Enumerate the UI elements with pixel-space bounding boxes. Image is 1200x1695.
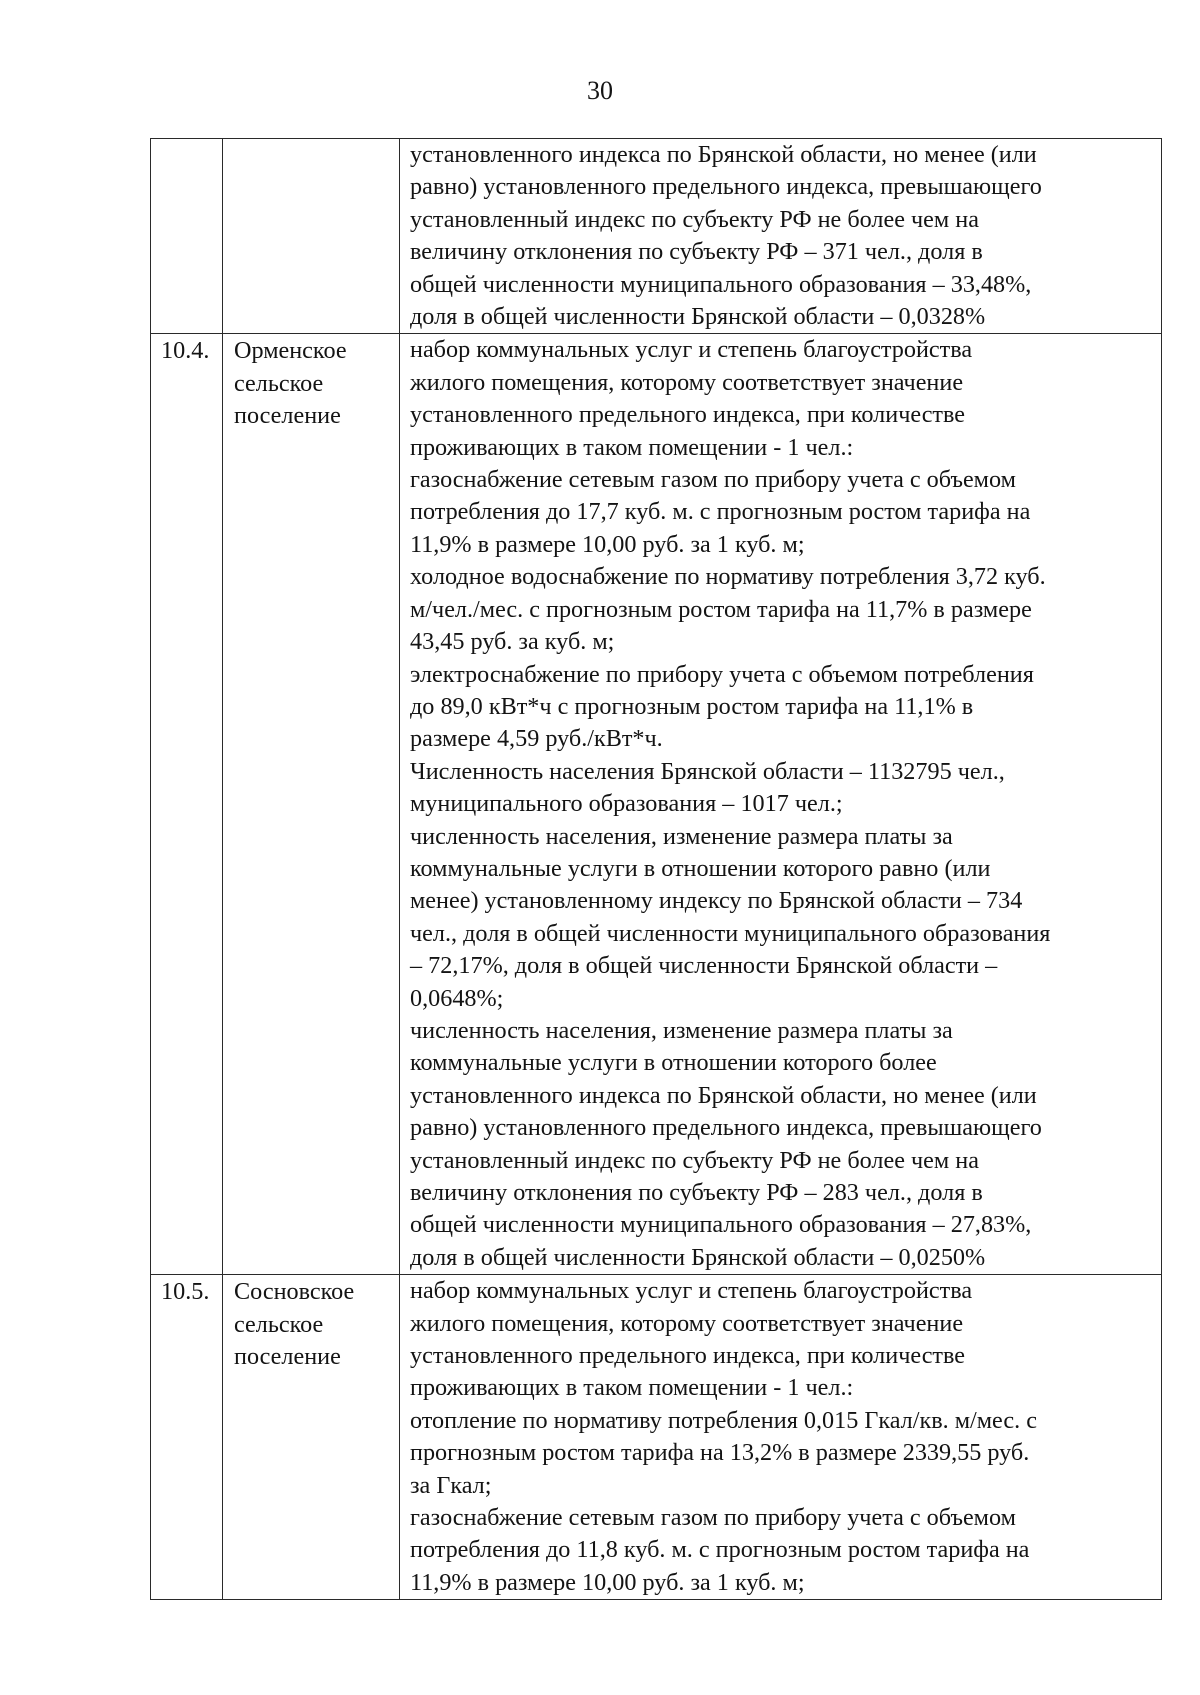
description-line: прогнозным ростом тарифа на 13,2% в размере 2339,55 руб. — [410, 1439, 1030, 1467]
settlement-name-cell — [223, 1275, 400, 1600]
table-row — [151, 139, 1162, 334]
description-line: коммунальные услуги в отношении которого более — [410, 1049, 937, 1077]
description-line: до 89,0 кВт*ч с прогнозным ростом тарифа на 11,1% в — [410, 692, 974, 720]
description-line: общей численности муниципального образования – 33,48%, — [410, 270, 1032, 298]
description-line: м/чел./мес. с прогнозным ростом тарифа на 11,7% в размере — [410, 595, 1032, 623]
table-body — [151, 139, 1162, 1600]
description-line: величину отклонения по субъекту РФ – 283 чел., доля в — [410, 1179, 983, 1206]
settlement-name-line: поселение — [234, 402, 341, 430]
description-line: проживающих в таком помещении - 1 чел.: — [410, 433, 854, 461]
settlement-name-cell — [223, 334, 400, 1275]
description-line: потребления до 17,7 куб. м. с прогнозным ростом тарифа на — [410, 498, 1031, 526]
row-number-cell: 10.5. — [151, 1275, 223, 1600]
description-line: установленный индекс по субъекту РФ не более чем на — [410, 205, 979, 233]
description-line: набор коммунальных услуг и степень благоустройства — [410, 336, 973, 364]
description-cell — [400, 1275, 1162, 1600]
description-line: – 72,17%, доля в общей численности Брянской области – — [410, 952, 998, 980]
settlement-name-line: сельское — [234, 1310, 324, 1338]
description-line: менее) установленному индексу по Брянской области – 734 — [410, 887, 1023, 915]
description-line: газоснабжение сетевым газом по прибору учета с объемом — [410, 1504, 1016, 1532]
description-line: доля в общей численности Брянской области – 0,0328% — [410, 303, 986, 331]
description-line: газоснабжение сетевым газом по прибору учета с объемом — [410, 466, 1016, 494]
description-line: коммунальные услуги в отношении которого равно (или — [410, 854, 991, 882]
description-line: 0,0648%; — [410, 984, 504, 1012]
description-line: доля в общей численности Брянской области – 0,0250% — [410, 1243, 986, 1271]
tariff-table — [150, 138, 1162, 1600]
description-line: установленный индекс по субъекту РФ не более чем на — [410, 1146, 979, 1174]
description-line: равно) установленного предельного индекса, превышающего — [410, 1114, 1042, 1142]
description-line: 11,9% в размере 10,00 руб. за 1 куб. м; — [410, 530, 805, 558]
description-line: установленного индекса по Брянской области, но менее (или — [410, 141, 1037, 168]
description-line: общей численности муниципального образования – 27,83%, — [410, 1211, 1032, 1239]
description-line: величину отклонения по субъекту РФ – 371 чел., доля в — [410, 238, 983, 266]
description-line: набор коммунальных услуг и степень благоустройства — [410, 1277, 973, 1305]
description-line: холодное водоснабжение по нормативу потребления 3,72 куб. — [410, 563, 1046, 591]
description-line: 43,45 руб. за куб. м; — [410, 628, 615, 656]
settlement-name-line: поселение — [234, 1343, 341, 1371]
description-cell — [400, 334, 1162, 1275]
description-line: численность населения, изменение размера платы за — [410, 1016, 953, 1044]
row-number-cell — [151, 139, 223, 334]
description-line: потребления до 11,8 куб. м. с прогнозным ростом тарифа на — [410, 1536, 1030, 1564]
description-cell — [400, 139, 1162, 334]
description-line: размере 4,59 руб./кВт*ч. — [410, 725, 663, 753]
table-row — [151, 1275, 1162, 1600]
description-line: отопление по нормативу потребления 0,015 Гкал/кв. м/мес. с — [410, 1406, 1037, 1434]
page-number: 30 — [587, 76, 613, 105]
table-row — [151, 334, 1162, 1275]
description-line: установленного индекса по Брянской области, но менее (или — [410, 1081, 1037, 1109]
description-line: 11,9% в размере 10,00 руб. за 1 куб. м; — [410, 1568, 805, 1596]
description-line: установленного предельного индекса, при количестве — [410, 401, 966, 429]
row-number-cell: 10.4. — [151, 334, 223, 1275]
description-line: муниципального образования – 1017 чел.; — [410, 790, 843, 818]
settlement-name-cell — [223, 139, 400, 334]
description-line: жилого помещения, которому соответствует значение — [410, 368, 964, 396]
description-line: равно) установленного предельного индекса, превышающего — [410, 173, 1042, 201]
description-line: численность населения, изменение размера платы за — [410, 822, 953, 850]
description-line: проживающих в таком помещении - 1 чел.: — [410, 1374, 854, 1402]
settlement-name-line: Орменское — [234, 337, 347, 365]
description-line: Численность населения Брянской области – 1132795 чел., — [410, 757, 1005, 785]
description-line: жилого помещения, которому соответствует значение — [410, 1309, 964, 1337]
settlement-name-line: сельское — [234, 369, 324, 397]
description-line: электроснабжение по прибору учета с объемом потребления — [410, 660, 1034, 688]
description-line: установленного предельного индекса, при количестве — [410, 1342, 966, 1370]
description-line: чел., доля в общей численности муниципального образования — [410, 919, 1051, 947]
description-line: за Гкал; — [410, 1471, 492, 1499]
settlement-name-line: Сосновское — [234, 1278, 355, 1306]
